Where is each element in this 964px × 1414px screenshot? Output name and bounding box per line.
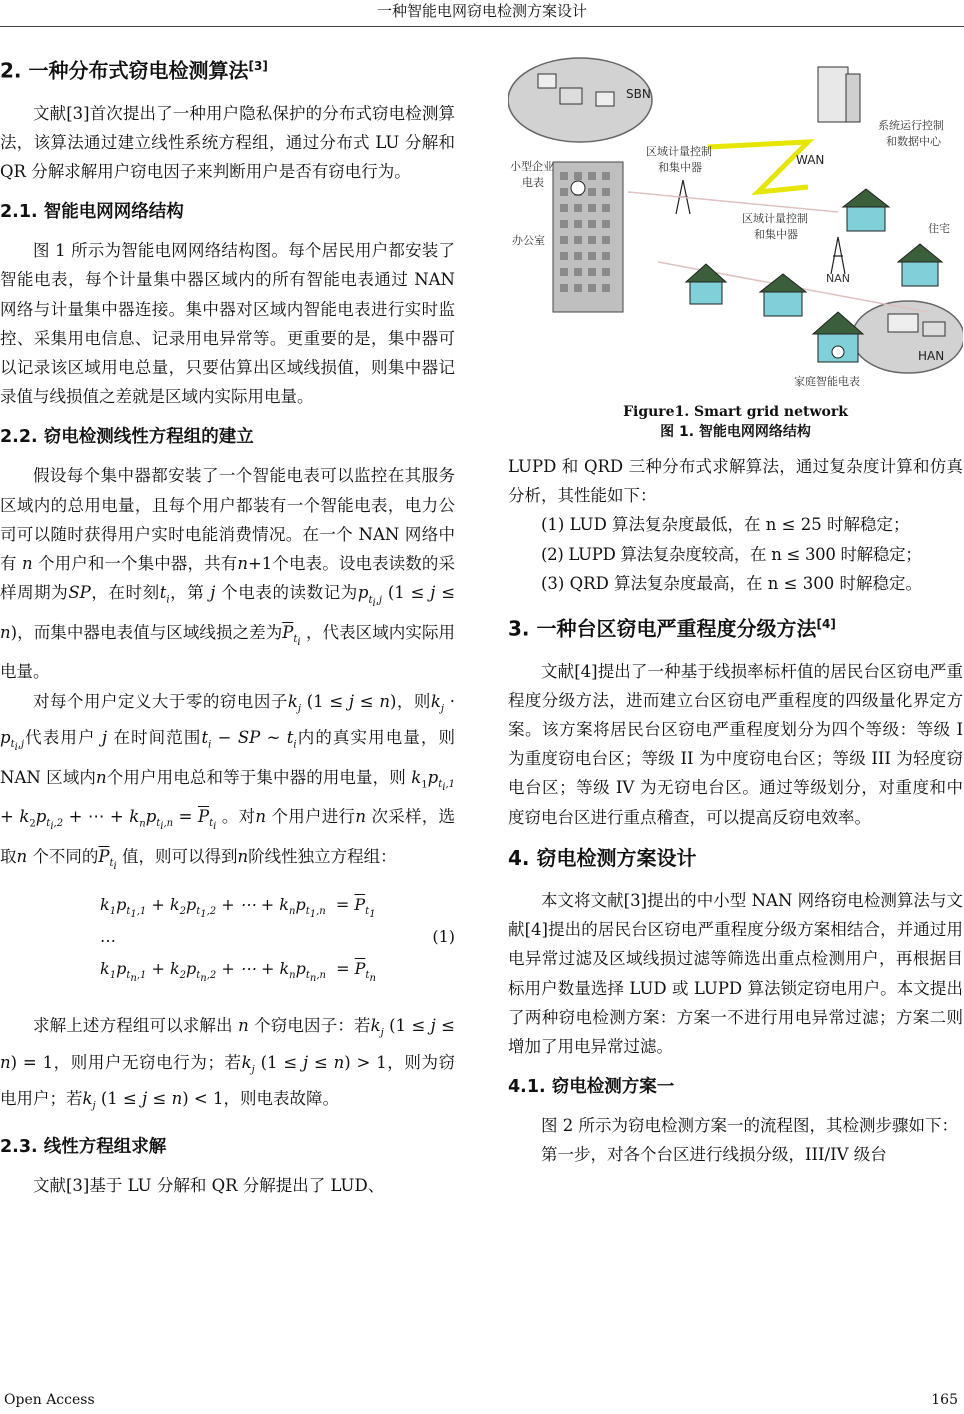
tower-icon-2 xyxy=(831,237,845,274)
area-controller-2-label-a: 区域计量控制 xyxy=(742,212,808,225)
section-4-1-title: 4.1. 窃电检测方案一 xyxy=(508,1077,675,1098)
han-label: HAN xyxy=(918,349,945,363)
header-rule xyxy=(0,26,964,27)
han-zone xyxy=(852,301,963,373)
figure-caption-en: Figure1. Smart grid network xyxy=(623,404,848,420)
enterprise-meter-icon xyxy=(571,181,585,195)
section-3-title: 3. 一种台区窃电严重程度分级方法[4] xyxy=(508,616,836,641)
section-2-1-paragraph: 图 1 所示为智能电网网络结构图。每个居民用户都安装了智能电表，每个计量集中器区域内的所有智能电表通过 NAN 网络与计量集中器连接。集中器对区域内智能电表进行实时监控、采集用电信息、记录用电异常等。更重要的是，集中器可以记录该区域用电总量，只要估算出区域线损值，则集中器记录值与线损值之差就是区域内实际用电量。 xyxy=(0,241,455,407)
equation-1 xyxy=(0,889,455,1001)
algorithm-item-3: (3) QRD 算法复杂度最高，在 n ≤ 300 时解稳定。 xyxy=(541,573,922,593)
nan-label: NAN xyxy=(826,272,850,285)
office-label: 办公室 xyxy=(512,234,545,247)
footer-page-number: 165 xyxy=(931,1392,958,1408)
sbn-label: SBN xyxy=(626,87,651,101)
figure-caption-zh: 图 1. 智能电网网络结构 xyxy=(660,424,811,440)
house-icon-1 xyxy=(686,264,726,304)
section-4-paragraph: 本文将文献[3]提出的中小型 NAN 网络窃电检测算法与文献[4]提出的居民台区窃电严重程度分级方案相结合，并通过用电异常过滤及区域线损过滤等筛选出重点检测用户，再根据目标用户数量选择 LUD 或 LUPD 算法锁定窃电用户。本文提出了两种窃电检测方案：方案一不进行用电异常过滤；方案二则增加了用电异常过滤。 xyxy=(508,890,963,1056)
home-meter-label: 家庭智能电表 xyxy=(794,375,860,388)
section-2-2-paragraph-2: 对每个用户定义大于零的窃电因子$k_j$ (1 ≤ j ≤ n)，则$k_j \cdot p_{t_i,j}$代表用户 j 在时间范围$t_i$ − SP ~ $t_i$内的真实用电量，则 NAN 区域内n个用户用电总和等于集中器的用电量，则 $k_1p_{t_i,1} + k_2p_{t_i,2}$ + ⋯ + $k_np_{t_i,n} = \overline{P}_{t_i}$ 。对n 个用户进行n 次采样，选取n 个不同的$\overline{P}_{t_i}$ 值，则可以得到n阶线性独立方程组： xyxy=(0,691,456,872)
area-controller-1-label-b: 和集中器 xyxy=(658,161,702,174)
smart-grid-figure xyxy=(508,52,963,402)
home-meter-icon xyxy=(832,346,844,358)
house-icon-4 xyxy=(760,274,806,316)
equation-row-n: $k_1p_{t_n,1} + k_2p_{t_n,2}$ + ⋯ + $k_np_{t_n,n} = \overline{P}_{t_n}$ xyxy=(100,959,376,985)
section-2-2-title: 2.2. 窃电检测线性方程组的建立 xyxy=(0,427,254,448)
footer-open-access: Open Access xyxy=(4,1392,95,1408)
running-header: 一种智能电网窃电检测方案设计 xyxy=(376,2,587,20)
wan-label: WAN xyxy=(796,153,825,167)
algorithm-item-2: (2) LUPD 算法复杂度较高，在 n ≤ 300 时解稳定； xyxy=(541,544,922,564)
section-4-title: 4. 窃电检测方案设计 xyxy=(508,845,697,870)
section-4-1-paragraph-2: 第一步，对各个台区进行线损分级，III/IV 级台 xyxy=(541,1145,887,1165)
sbn-device-icon xyxy=(538,74,556,88)
section-2-3-paragraph: 文献[3]基于 LU 分解和 QR 分解提出了 LUD、 xyxy=(33,1175,385,1195)
residence-label: 住宅 xyxy=(928,222,950,235)
house-icon-2 xyxy=(843,189,889,231)
area-controller-2-label-b: 和集中器 xyxy=(754,228,798,241)
server-side-icon xyxy=(846,74,860,122)
equation-number: (1) xyxy=(432,927,455,946)
system-control-label-a: 系统运行控制 xyxy=(878,119,944,132)
house-icon-3 xyxy=(898,244,942,286)
equation-row-1: $k_1p_{t_1,1} + k_2p_{t_1,2}$ + ⋯ + $k_np_{t_1,n} = \overline{P}_{t_1}$ xyxy=(100,895,376,921)
server-icon xyxy=(818,67,848,122)
equation-row-ellipsis: … xyxy=(100,927,116,946)
area-controller-1-label-a: 区域计量控制 xyxy=(646,145,712,158)
algorithm-item-1: (1) LUD 算法复杂度最低，在 n ≤ 25 时解稳定； xyxy=(541,515,910,535)
wan-lightning-icon xyxy=(708,142,808,192)
small-enterprise-label: 小型企业 xyxy=(510,160,554,173)
section-2-2-paragraph-3: 求解上述方程组可以求解出 n 个窃电因子：若$k_j$ (1 ≤ j ≤ n) = 1，则用户无窃电行为；若$k_j$ (1 ≤ j ≤ n) > 1，则为窃电用户；若$k_j$ (1 ≤ j ≤ n) < 1，则电表故障。 xyxy=(0,1016,456,1112)
system-control-label-b: 和数据中心 xyxy=(886,135,941,148)
section-3-paragraph: 文献[4]提出了一种基于线损率标杆值的居民台区窃电严重程度分级方法，进而建立台区窃电严重程度的四级量化界定方案。该方案将居民台区窃电严重程度划分为四个等级：等级 I 为重度窃电台区；等级 II 为中度窃电台区；等级 III 为轻度窃电台区；等级 IV 为无窃电台区。通过等级划分，对重度和中度窃电台区进行重点稽查，可以提高反窃电效率。 xyxy=(508,661,963,827)
left-column xyxy=(0,52,455,1200)
right-column xyxy=(508,52,963,1170)
section-2-1-title: 2.1. 智能电网网络结构 xyxy=(0,202,184,223)
han-computer-icon xyxy=(888,314,918,332)
section-2-title: 2. 一种分布式窃电检测算法[3] xyxy=(0,58,268,83)
meter-label: 电表 xyxy=(522,176,544,189)
smart-grid-diagram xyxy=(508,52,963,402)
section-2-3-title: 2.3. 线性方程组求解 xyxy=(0,1136,167,1157)
section-4-1-paragraph-1: 图 2 所示为窃电检测方案一的流程图，其检测步骤如下： xyxy=(541,1116,958,1136)
han-device-icon xyxy=(923,322,945,336)
section-2-paragraph: 文献[3]首次提出了一种用户隐私保护的分布式窃电检测算法，该算法通过建立线性系统方程组，通过分布式 LU 分解和 QR 分解求解用户窃电因子来判断用户是否有窃电行为。 xyxy=(0,103,455,182)
sbn-computer-icon xyxy=(560,88,582,104)
sbn-printer-icon xyxy=(596,92,614,106)
algorithms-paragraph: LUPD 和 QRD 三种分布式求解算法，通过复杂度计算和仿真分析，其性能如下： xyxy=(508,457,963,506)
section-2-2-paragraph-1: 假设每个集中器都安装了一个智能电表可以监控在其服务区域内的总用电量，且每个用户都装有一个智能电表，电力公司可以随时获得用户实时电能消费情况。在一个 NAN 网络中有 n 个用户和一个集中器，共有n+1个电表。设电表读数的采样周期为SP，在时刻$t_i$，第 j 个电表的读数记为$p_{t_i,j}$ (1 ≤ j ≤ n)，而集中器电表值与区域线损之差为$\overline{P}_{t_i}$ ，代表区域内实际用电量。 xyxy=(0,466,456,682)
